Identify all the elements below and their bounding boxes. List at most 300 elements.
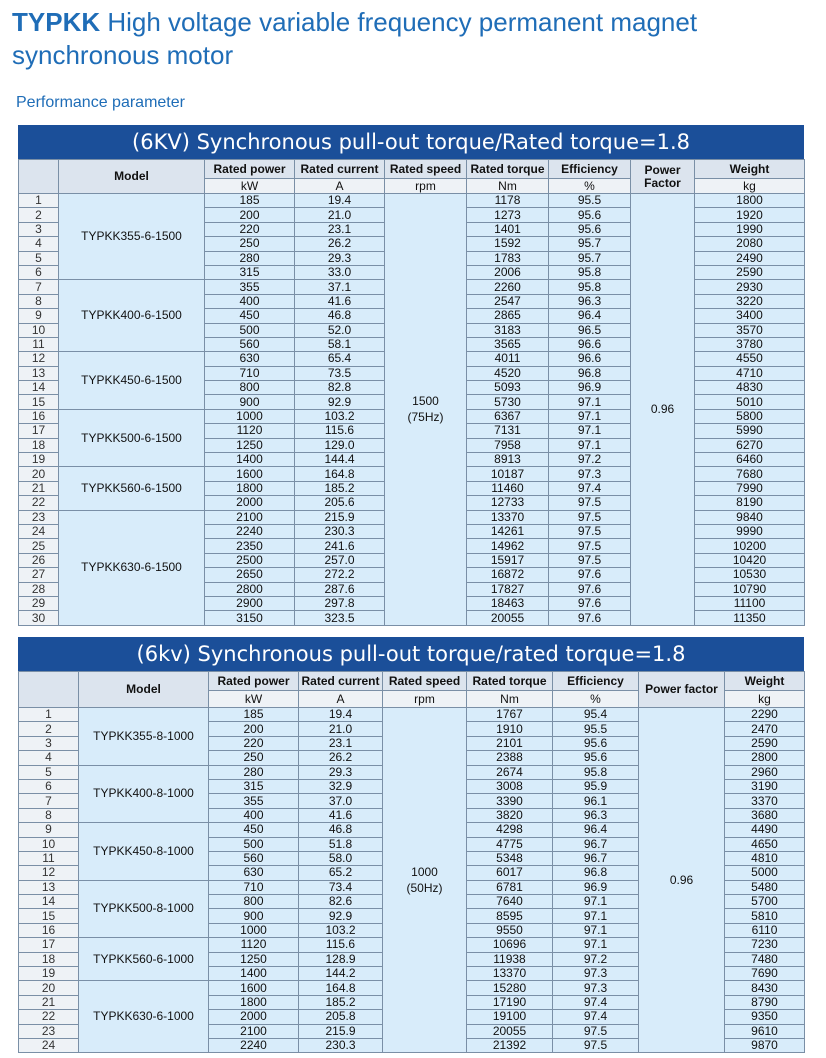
efficiency-cell: 95.7 xyxy=(549,237,631,251)
efficiency-cell: 95.6 xyxy=(549,208,631,222)
efficiency-cell: 97.2 xyxy=(553,952,639,966)
efficiency-unit: % xyxy=(549,179,631,194)
efficiency-cell: 95.4 xyxy=(553,708,639,722)
frequency-value: (50Hz) xyxy=(406,881,443,896)
rated-current-cell: 164.8 xyxy=(299,981,383,995)
rated-current-cell: 19.4 xyxy=(295,194,385,208)
rated-torque-cell: 7131 xyxy=(467,424,549,438)
rated-power-cell: 355 xyxy=(205,280,295,294)
index-header xyxy=(19,160,59,194)
rated-torque-cell: 17827 xyxy=(467,582,549,596)
efficiency-header: Efficiency xyxy=(549,160,631,179)
rated-torque-cell: 1592 xyxy=(467,237,549,251)
rated-power-cell: 2240 xyxy=(209,1038,299,1052)
rated-current-cell: 41.6 xyxy=(299,808,383,822)
row-index: 1 xyxy=(19,194,59,208)
weight-cell: 5010 xyxy=(695,395,805,409)
model-header: Model xyxy=(59,160,205,194)
row-index: 17 xyxy=(19,938,79,952)
rated-torque-unit: Nm xyxy=(467,179,549,194)
weight-cell: 5000 xyxy=(725,866,805,880)
rated-current-cell: 26.2 xyxy=(299,751,383,765)
weight-header: Weight xyxy=(725,672,805,691)
efficiency-cell: 97.1 xyxy=(549,424,631,438)
rated-power-unit: kW xyxy=(205,179,295,194)
rated-current-cell: 115.6 xyxy=(295,424,385,438)
rated-torque-cell: 14261 xyxy=(467,524,549,538)
rated-torque-cell: 3820 xyxy=(467,808,553,822)
table-8-pole-1000 xyxy=(18,637,804,1053)
weight-cell: 7990 xyxy=(695,481,805,495)
rated-torque-cell: 6367 xyxy=(467,409,549,423)
efficiency-cell: 97.4 xyxy=(549,481,631,495)
rated-torque-cell: 18463 xyxy=(467,596,549,610)
rated-current-cell: 205.6 xyxy=(295,496,385,510)
rated-torque-cell: 7640 xyxy=(467,895,553,909)
rated-torque-cell: 5730 xyxy=(467,395,549,409)
rated-torque-cell: 6781 xyxy=(467,880,553,894)
rated-current-cell: 29.3 xyxy=(299,765,383,779)
rated-torque-cell: 1910 xyxy=(467,722,553,736)
rated-power-cell: 200 xyxy=(205,208,295,222)
rated-current-cell: 230.3 xyxy=(295,524,385,538)
row-index: 25 xyxy=(19,539,59,553)
model-header: Model xyxy=(79,672,209,708)
row-index: 5 xyxy=(19,765,79,779)
rated-torque-cell: 3183 xyxy=(467,323,549,337)
rated-torque-cell: 4520 xyxy=(467,366,549,380)
rated-current-cell: 37.1 xyxy=(295,280,385,294)
rated-torque-cell: 13370 xyxy=(467,510,549,524)
weight-cell: 3570 xyxy=(695,323,805,337)
efficiency-cell: 97.5 xyxy=(553,1038,639,1052)
model-cell: TYPKK630-6-1500 xyxy=(59,510,205,625)
weight-cell: 10420 xyxy=(695,553,805,567)
rated-current-unit: A xyxy=(299,691,383,708)
efficiency-cell: 96.5 xyxy=(549,323,631,337)
rated-current-cell: 21.0 xyxy=(295,208,385,222)
rated-torque-cell: 17190 xyxy=(467,995,553,1009)
model-cell: TYPKK560-6-1000 xyxy=(79,938,209,981)
rated-current-cell: 32.9 xyxy=(299,779,383,793)
efficiency-cell: 96.7 xyxy=(553,851,639,865)
weight-cell: 2470 xyxy=(725,722,805,736)
weight-cell: 3780 xyxy=(695,337,805,351)
weight-cell: 5800 xyxy=(695,409,805,423)
efficiency-cell: 95.6 xyxy=(549,222,631,236)
rated-torque-cell: 11460 xyxy=(467,481,549,495)
model-cell: TYPKK500-8-1000 xyxy=(79,880,209,938)
weight-unit: kg xyxy=(695,179,805,194)
rated-current-cell: 21.0 xyxy=(299,722,383,736)
weight-cell: 2800 xyxy=(725,751,805,765)
rated-power-cell: 800 xyxy=(205,381,295,395)
rated-current-cell: 82.6 xyxy=(299,895,383,909)
row-index: 7 xyxy=(19,280,59,294)
efficiency-cell: 95.8 xyxy=(553,765,639,779)
row-index: 6 xyxy=(19,779,79,793)
rated-power-cell: 1400 xyxy=(205,453,295,467)
row-index: 2 xyxy=(19,208,59,222)
row-index: 15 xyxy=(19,909,79,923)
rated-power-cell: 450 xyxy=(209,823,299,837)
speed-value: 1000 xyxy=(411,865,438,880)
efficiency-cell: 95.5 xyxy=(553,722,639,736)
weight-cell: 2590 xyxy=(695,265,805,279)
table-body xyxy=(19,708,805,1053)
rated-torque-cell: 13370 xyxy=(467,967,553,981)
weight-cell: 4710 xyxy=(695,366,805,380)
rated-torque-cell: 4298 xyxy=(467,823,553,837)
rated-power-cell: 185 xyxy=(209,708,299,722)
rated-power-cell: 800 xyxy=(209,895,299,909)
weight-cell: 4830 xyxy=(695,381,805,395)
rated-torque-cell: 3390 xyxy=(467,794,553,808)
row-index: 5 xyxy=(19,251,59,265)
rated-current-header: Rated current xyxy=(295,160,385,179)
rated-torque-cell: 14962 xyxy=(467,539,549,553)
row-index: 1 xyxy=(19,708,79,722)
brand-name: TYPKK xyxy=(12,7,101,37)
weight-cell: 1920 xyxy=(695,208,805,222)
rated-power-cell: 2000 xyxy=(209,1010,299,1024)
efficiency-cell: 96.6 xyxy=(549,337,631,351)
row-index: 3 xyxy=(19,736,79,750)
weight-cell: 3190 xyxy=(725,779,805,793)
weight-cell: 11100 xyxy=(695,596,805,610)
rated-torque-cell: 20055 xyxy=(467,611,549,625)
efficiency-cell: 96.8 xyxy=(553,866,639,880)
rated-torque-cell: 11938 xyxy=(467,952,553,966)
rated-power-cell: 220 xyxy=(209,736,299,750)
efficiency-cell: 97.1 xyxy=(549,409,631,423)
rated-torque-cell: 5348 xyxy=(467,851,553,865)
efficiency-cell: 97.1 xyxy=(553,909,639,923)
efficiency-cell: 95.7 xyxy=(549,251,631,265)
efficiency-cell: 96.3 xyxy=(549,294,631,308)
weight-cell: 8190 xyxy=(695,496,805,510)
row-index: 22 xyxy=(19,1010,79,1024)
weight-cell: 2080 xyxy=(695,237,805,251)
efficiency-cell: 97.3 xyxy=(553,967,639,981)
rated-current-cell: 115.6 xyxy=(299,938,383,952)
rated-torque-cell: 12733 xyxy=(467,496,549,510)
efficiency-cell: 97.5 xyxy=(549,524,631,538)
page-title xyxy=(12,6,812,72)
row-index: 12 xyxy=(19,866,79,880)
efficiency-cell: 97.1 xyxy=(553,923,639,937)
efficiency-cell: 96.7 xyxy=(553,837,639,851)
table-banner: (6KV) Synchronous pull-out torque/Rated torque=1.8 xyxy=(18,125,804,159)
rated-power-cell: 2500 xyxy=(205,553,295,567)
efficiency-cell: 96.9 xyxy=(553,880,639,894)
rated-torque-cell: 1178 xyxy=(467,194,549,208)
weight-cell: 11350 xyxy=(695,611,805,625)
rated-power-cell: 2240 xyxy=(205,524,295,538)
title-text: High voltage variable frequency permanent magnet synchronous motor xyxy=(12,7,698,70)
row-index: 28 xyxy=(19,582,59,596)
rated-speed-cell xyxy=(385,194,467,626)
row-index: 6 xyxy=(19,265,59,279)
rated-torque-unit: Nm xyxy=(467,691,553,708)
rated-current-cell: 23.1 xyxy=(299,736,383,750)
rated-current-cell: 257.0 xyxy=(295,553,385,567)
weight-cell: 6270 xyxy=(695,438,805,452)
weight-cell: 5810 xyxy=(725,909,805,923)
model-cell: TYPKK400-6-1500 xyxy=(59,280,205,352)
rated-current-cell: 46.8 xyxy=(295,309,385,323)
rated-torque-cell: 5093 xyxy=(467,381,549,395)
rated-power-cell: 710 xyxy=(209,880,299,894)
parameter-table xyxy=(18,671,805,1053)
rated-torque-cell: 8595 xyxy=(467,909,553,923)
rated-current-cell: 241.6 xyxy=(295,539,385,553)
efficiency-cell: 96.1 xyxy=(553,794,639,808)
weight-cell: 8790 xyxy=(725,995,805,1009)
efficiency-header: Efficiency xyxy=(553,672,639,691)
efficiency-cell: 97.5 xyxy=(549,539,631,553)
row-index: 23 xyxy=(19,510,59,524)
rated-current-cell: 185.2 xyxy=(299,995,383,1009)
rated-current-cell: 58.1 xyxy=(295,337,385,351)
rated-power-cell: 710 xyxy=(205,366,295,380)
efficiency-cell: 96.9 xyxy=(549,381,631,395)
weight-cell: 8430 xyxy=(725,981,805,995)
weight-cell: 1800 xyxy=(695,194,805,208)
model-cell: TYPKK450-8-1000 xyxy=(79,823,209,881)
rated-torque-cell: 8913 xyxy=(467,453,549,467)
row-index: 19 xyxy=(19,453,59,467)
efficiency-cell: 95.6 xyxy=(553,751,639,765)
rated-current-cell: 41.6 xyxy=(295,294,385,308)
rated-torque-cell: 1767 xyxy=(467,708,553,722)
rated-power-cell: 500 xyxy=(209,837,299,851)
rated-torque-cell: 4775 xyxy=(467,837,553,851)
rated-current-cell: 65.4 xyxy=(295,352,385,366)
weight-cell: 10200 xyxy=(695,539,805,553)
weight-cell: 4810 xyxy=(725,851,805,865)
rated-current-cell: 58.0 xyxy=(299,851,383,865)
row-index: 17 xyxy=(19,424,59,438)
power-factor-header: Power Factor xyxy=(631,160,695,194)
rated-power-cell: 450 xyxy=(205,309,295,323)
efficiency-cell: 97.4 xyxy=(553,1010,639,1024)
rated-current-cell: 82.8 xyxy=(295,381,385,395)
efficiency-cell: 97.6 xyxy=(549,568,631,582)
rated-current-cell: 52.0 xyxy=(295,323,385,337)
rated-power-cell: 3150 xyxy=(205,611,295,625)
weight-cell: 2930 xyxy=(695,280,805,294)
rated-current-cell: 23.1 xyxy=(295,222,385,236)
row-index: 14 xyxy=(19,895,79,909)
rated-current-cell: 29.3 xyxy=(295,251,385,265)
rated-torque-cell: 15280 xyxy=(467,981,553,995)
weight-cell: 1990 xyxy=(695,222,805,236)
weight-cell: 9840 xyxy=(695,510,805,524)
weight-cell: 10790 xyxy=(695,582,805,596)
power-factor-cell: 0.96 xyxy=(631,194,695,626)
rated-current-cell: 51.8 xyxy=(299,837,383,851)
rated-torque-cell: 10187 xyxy=(467,467,549,481)
rated-power-cell: 315 xyxy=(209,779,299,793)
row-index: 20 xyxy=(19,981,79,995)
rated-torque-cell: 7958 xyxy=(467,438,549,452)
weight-unit: kg xyxy=(725,691,805,708)
section-subtitle: Performance parameter xyxy=(16,94,185,111)
efficiency-cell: 97.1 xyxy=(553,895,639,909)
efficiency-cell: 97.3 xyxy=(553,981,639,995)
table-body xyxy=(19,194,805,626)
model-cell: TYPKK355-8-1000 xyxy=(79,708,209,766)
weight-cell: 7480 xyxy=(725,952,805,966)
rated-speed-unit: rpm xyxy=(383,691,467,708)
rated-power-cell: 315 xyxy=(205,265,295,279)
rated-power-cell: 500 xyxy=(205,323,295,337)
weight-cell: 3220 xyxy=(695,294,805,308)
model-cell: TYPKK450-6-1500 xyxy=(59,352,205,410)
efficiency-cell: 97.6 xyxy=(549,611,631,625)
efficiency-cell: 95.6 xyxy=(553,736,639,750)
rated-power-header: Rated power xyxy=(205,160,295,179)
efficiency-cell: 96.4 xyxy=(549,309,631,323)
rated-power-unit: kW xyxy=(209,691,299,708)
weight-cell: 5480 xyxy=(725,880,805,894)
weight-header: Weight xyxy=(695,160,805,179)
rated-power-cell: 1600 xyxy=(205,467,295,481)
row-index: 26 xyxy=(19,553,59,567)
weight-cell: 3370 xyxy=(725,794,805,808)
weight-cell: 10530 xyxy=(695,568,805,582)
rated-speed-header: Rated speed xyxy=(383,672,467,691)
rated-power-cell: 630 xyxy=(209,866,299,880)
weight-cell: 2590 xyxy=(725,736,805,750)
row-index: 3 xyxy=(19,222,59,236)
rated-torque-cell: 19100 xyxy=(467,1010,553,1024)
efficiency-cell: 96.6 xyxy=(549,352,631,366)
rated-power-cell: 2000 xyxy=(205,496,295,510)
row-index: 9 xyxy=(19,823,79,837)
weight-cell: 2290 xyxy=(725,708,805,722)
efficiency-cell: 96.8 xyxy=(549,366,631,380)
row-index: 9 xyxy=(19,309,59,323)
rated-current-cell: 205.8 xyxy=(299,1010,383,1024)
rated-torque-cell: 3008 xyxy=(467,779,553,793)
frequency-value: (75Hz) xyxy=(407,410,444,425)
rated-current-cell: 19.4 xyxy=(299,708,383,722)
row-index: 18 xyxy=(19,952,79,966)
row-index: 11 xyxy=(19,337,59,351)
rated-torque-cell: 2865 xyxy=(467,309,549,323)
row-index: 12 xyxy=(19,352,59,366)
rated-torque-cell: 2006 xyxy=(467,265,549,279)
rated-power-cell: 200 xyxy=(209,722,299,736)
rated-current-cell: 103.2 xyxy=(299,923,383,937)
rated-current-cell: 65.2 xyxy=(299,866,383,880)
efficiency-cell: 96.4 xyxy=(553,823,639,837)
row-index: 18 xyxy=(19,438,59,452)
rated-power-cell: 250 xyxy=(209,751,299,765)
rated-speed-cell xyxy=(383,708,467,1053)
rated-power-cell: 2100 xyxy=(209,1024,299,1038)
rated-torque-cell: 16872 xyxy=(467,568,549,582)
rated-power-cell: 2350 xyxy=(205,539,295,553)
rated-power-cell: 900 xyxy=(205,395,295,409)
rated-current-cell: 185.2 xyxy=(295,481,385,495)
efficiency-cell: 95.5 xyxy=(549,194,631,208)
rated-power-cell: 250 xyxy=(205,237,295,251)
weight-cell: 2960 xyxy=(725,765,805,779)
rated-power-cell: 220 xyxy=(205,222,295,236)
rated-power-cell: 280 xyxy=(205,251,295,265)
row-index: 20 xyxy=(19,467,59,481)
row-index: 24 xyxy=(19,1038,79,1052)
row-index: 15 xyxy=(19,395,59,409)
efficiency-cell: 97.5 xyxy=(553,1024,639,1038)
parameter-table xyxy=(18,159,805,626)
rated-current-cell: 73.4 xyxy=(299,880,383,894)
rated-speed-header: Rated speed xyxy=(385,160,467,179)
row-index: 21 xyxy=(19,481,59,495)
efficiency-cell: 96.3 xyxy=(553,808,639,822)
rated-torque-cell: 1783 xyxy=(467,251,549,265)
row-index: 8 xyxy=(19,808,79,822)
efficiency-cell: 97.1 xyxy=(549,395,631,409)
rated-power-header: Rated power xyxy=(209,672,299,691)
rated-current-cell: 144.2 xyxy=(299,967,383,981)
weight-cell: 4550 xyxy=(695,352,805,366)
rated-current-cell: 37.0 xyxy=(299,794,383,808)
rated-current-cell: 297.8 xyxy=(295,596,385,610)
rated-torque-cell: 2674 xyxy=(467,765,553,779)
rated-power-cell: 1120 xyxy=(205,424,295,438)
rated-power-cell: 630 xyxy=(205,352,295,366)
rated-current-cell: 92.9 xyxy=(295,395,385,409)
weight-cell: 6460 xyxy=(695,453,805,467)
rated-power-cell: 2100 xyxy=(205,510,295,524)
rated-current-cell: 287.6 xyxy=(295,582,385,596)
rated-current-cell: 33.0 xyxy=(295,265,385,279)
rated-power-cell: 560 xyxy=(209,851,299,865)
rated-power-cell: 400 xyxy=(205,294,295,308)
efficiency-cell: 97.6 xyxy=(549,596,631,610)
rated-torque-cell: 1273 xyxy=(467,208,549,222)
efficiency-cell: 95.8 xyxy=(549,265,631,279)
model-cell: TYPKK560-6-1500 xyxy=(59,467,205,510)
rated-current-cell: 215.9 xyxy=(295,510,385,524)
rated-power-cell: 400 xyxy=(209,808,299,822)
row-index: 30 xyxy=(19,611,59,625)
row-index: 10 xyxy=(19,323,59,337)
rated-power-cell: 1120 xyxy=(209,938,299,952)
rated-current-cell: 272.2 xyxy=(295,568,385,582)
efficiency-cell: 97.1 xyxy=(553,938,639,952)
rated-torque-cell: 21392 xyxy=(467,1038,553,1052)
power-factor-header: Power factor xyxy=(639,672,725,708)
row-index: 11 xyxy=(19,851,79,865)
rated-torque-cell: 10696 xyxy=(467,938,553,952)
model-cell: TYPKK400-8-1000 xyxy=(79,765,209,823)
table-row xyxy=(19,708,805,722)
rated-current-cell: 230.3 xyxy=(299,1038,383,1052)
efficiency-unit: % xyxy=(553,691,639,708)
rated-current-cell: 215.9 xyxy=(299,1024,383,1038)
rated-power-cell: 185 xyxy=(205,194,295,208)
rated-torque-cell: 6017 xyxy=(467,866,553,880)
efficiency-cell: 97.3 xyxy=(549,467,631,481)
weight-cell: 9610 xyxy=(725,1024,805,1038)
rated-current-cell: 323.5 xyxy=(295,611,385,625)
row-index: 29 xyxy=(19,596,59,610)
